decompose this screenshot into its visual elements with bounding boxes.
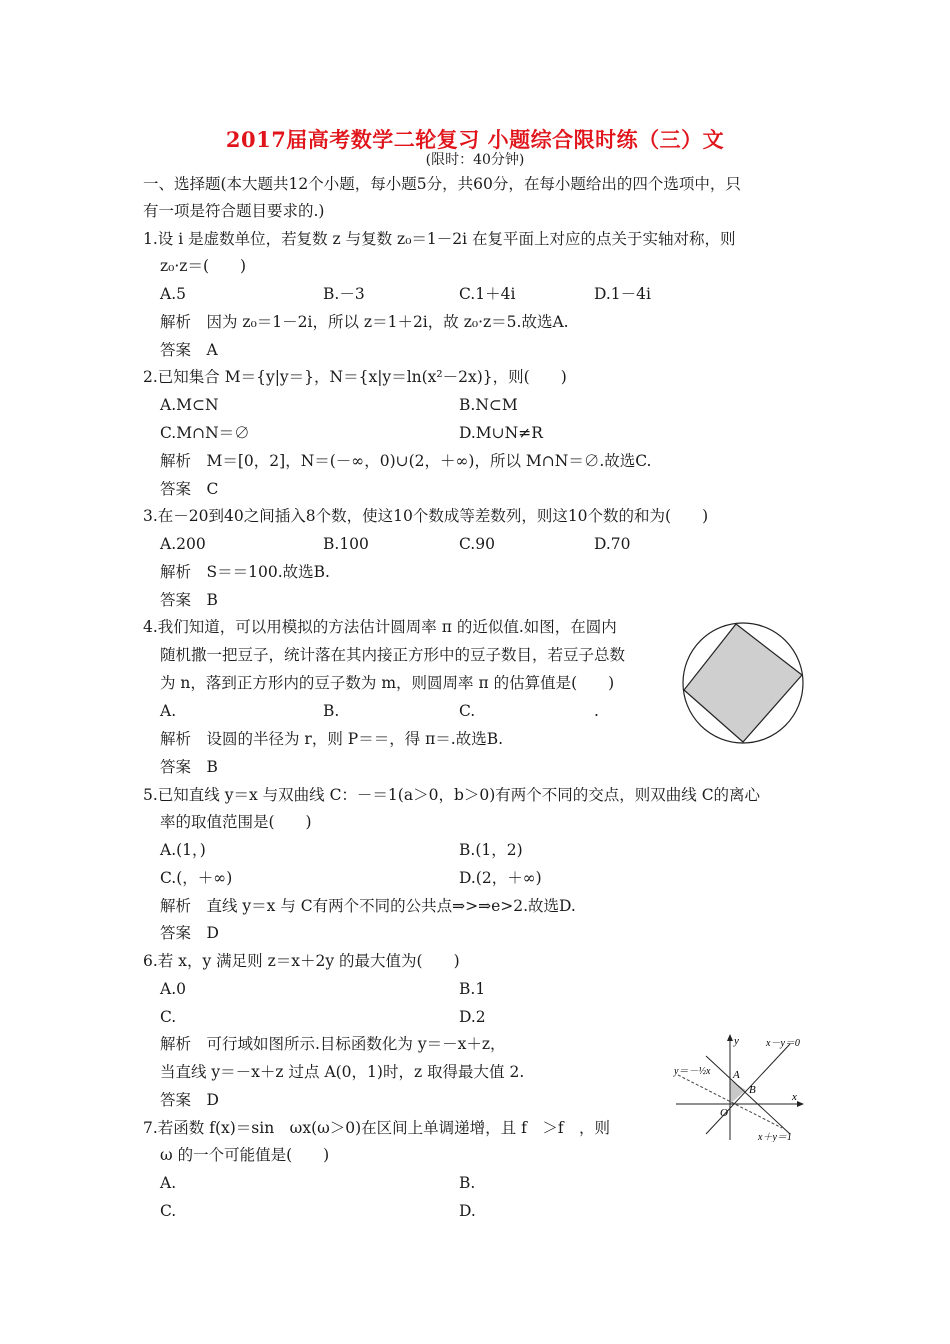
line-half-x-label: y＝－½x (674, 1066, 711, 1077)
q2-stem: 2.已知集合 M＝{y|y＝}，N＝{x|y＝ln(x²－2x)}，则( ) (143, 368, 567, 386)
circle-inscribed-square-figure (680, 620, 806, 746)
q5-stem: 5.已知直线 y＝x 与双曲线 C：－＝1(a＞0，b＞0)有两个不同的交点，则双曲线 C的离心 (143, 786, 761, 804)
q3-answer: 答案 B (160, 591, 218, 609)
q7-option-b: B. (459, 1174, 476, 1192)
q4-stem-cont: 随机撒一把豆子，统计落在其内接正方形中的豆子数目，若豆子总数 (160, 646, 626, 664)
q5-option-b: B.(1，2) (459, 841, 523, 859)
x-axis-label: x (792, 1091, 797, 1103)
q7-option-c: C. (160, 1202, 177, 1220)
q1-option-a: A.5 (160, 285, 186, 303)
q4-stem: 4.我们知道，可以用模拟的方法估计圆周率 π 的近似值.如图，在圆内 (143, 618, 617, 636)
page-title: 2017届高考数学二轮复习 小题综合限时练（三）文 (225, 127, 725, 152)
q5-option-c: C.(，＋∞) (160, 869, 233, 887)
q2-option-b: B.N⊂M (459, 396, 518, 414)
q3-analysis: 解析 S＝＝100.故选B. (160, 563, 330, 581)
q6-analysis: 解析 可行域如图所示.目标函数化为 y＝－x＋z， (160, 1035, 506, 1053)
q2-answer: 答案 C (160, 480, 219, 498)
q2-analysis: 解析 M＝[0，2]，N＝(－∞，0)∪(2，＋∞)，所以 M∩N＝∅.故选C. (160, 452, 652, 470)
q7-stem: 7.若函数 f(x)＝sin ωx(ω＞0)在区间上单调递增，且 f ＞f ，则 (143, 1119, 611, 1137)
line-x-plus-y (706, 1056, 790, 1134)
q1-answer: 答案 A (160, 341, 218, 359)
q6-option-b: B.1 (459, 980, 486, 998)
q4-analysis: 解析 设圆的半径为 r，则 P＝＝，得 π＝.故选B. (160, 730, 504, 748)
q5-answer: 答案 D (160, 924, 219, 942)
q1-stem: 1.设 i 是虚数单位，若复数 z 与复数 z₀＝1－2i 在复平面上对应的点关于实轴对称，则 (143, 230, 736, 248)
q4-option-c: C. (459, 702, 476, 720)
q3-stem: 3.在－20到40之间插入8个数，使这10个数成等差数列，则这10个数的和为( ) (143, 507, 709, 525)
q4-option-b: B. (323, 702, 340, 720)
q5-analysis: 解析 直线 y＝x 与 C有两个不同的公共点⇒>⇒e>2.故选D. (160, 897, 576, 915)
q3-option-d: D.70 (594, 535, 631, 553)
q5-option-a: A.(1，) (160, 841, 206, 859)
origin-label: O (720, 1107, 728, 1119)
q2-option-d: D.M∪N≠R (459, 424, 543, 442)
q1-option-d: D.1－4i (594, 285, 651, 303)
q7-stem-cont: ω 的一个可能值是( ) (160, 1146, 330, 1164)
q6-stem: 6.若 x，y 满足则 z＝x＋2y 的最大值为( ) (143, 952, 460, 970)
q6-option-c: C. (160, 1008, 177, 1026)
line-x-minus-y-label: x－y＝0 (766, 1038, 800, 1049)
q7-option-d: D. (459, 1202, 476, 1220)
y-axis-arrow (727, 1034, 733, 1041)
q6-answer: 答案 D (160, 1091, 219, 1109)
x-axis-arrow (797, 1101, 804, 1107)
line-x-plus-y-label: x＋y＝1 (758, 1132, 792, 1142)
q2-option-a: A.M⊂N (160, 396, 219, 414)
line-x-minus-y (706, 1044, 790, 1134)
point-b-label: B (749, 1084, 756, 1096)
q5-stem-cont: 率的取值范围是( ) (160, 813, 312, 831)
q2-option-c: C.M∩N＝∅ (160, 424, 250, 442)
q4-stem-cont2: 为 n，落到正方形内的豆子数为 m，则圆周率 π 的估算值是( ) (160, 674, 615, 692)
feasible-region-figure (672, 1030, 810, 1142)
q4-option-a: A. (160, 702, 177, 720)
y-axis-label: y (734, 1035, 739, 1047)
q3-option-a: A.200 (160, 535, 206, 553)
q5-option-d: D.(2，＋∞) (459, 869, 542, 887)
q7-option-a: A. (160, 1174, 177, 1192)
q4-option-d: . (594, 702, 599, 720)
q6-option-a: A.0 (160, 980, 186, 998)
q1-stem-cont: z₀·z＝( ) (160, 257, 247, 275)
section-heading-cont: 有一项是符合题目要求的.) (143, 202, 325, 220)
q6-option-d: D.2 (459, 1008, 486, 1026)
time-limit: (限时：40分钟) (425, 152, 525, 168)
q1-analysis: 解析 因为 z₀＝1－2i，所以 z＝1＋2i，故 z₀·z＝5.故选A. (160, 313, 569, 331)
point-a-label: A (733, 1069, 740, 1081)
q4-answer: 答案 B (160, 758, 218, 776)
section-heading: 一、选择题(本大题共12个小题，每小题5分，共60分，在每小题给出的四个选项中，只 (143, 175, 741, 193)
q6-analysis-cont: 当直线 y＝－x＋z 过点 A(0，1)时，z 取得最大值 2. (160, 1063, 525, 1081)
q3-option-b: B.100 (323, 535, 369, 553)
q3-option-c: C.90 (459, 535, 495, 553)
q1-option-c: C.1＋4i (459, 285, 516, 303)
q1-option-b: B.－3 (323, 285, 365, 303)
